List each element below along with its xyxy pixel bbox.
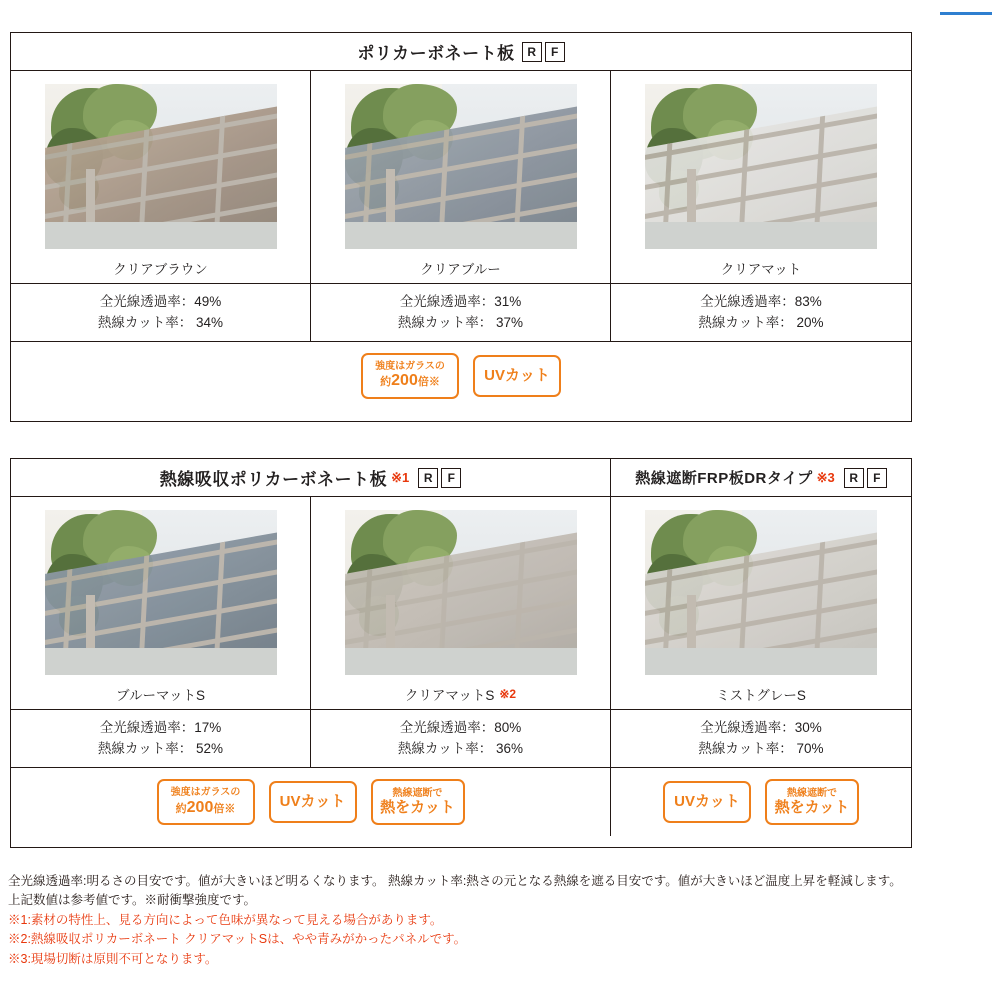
badge-glass-pre: 約 <box>380 376 392 389</box>
caption-clear-blue <box>311 253 610 283</box>
photo-cell-clear-blue <box>311 71 610 253</box>
photo-cell-clear-brown <box>11 71 310 253</box>
footnote-line-1: 全光線透過率:明るさの目安です。値が大きいほど明るくなります。 熱線カット率:熱さの元となる熱線を遮る目安です。値が大きいほど温度上昇を軽減します。 <box>8 874 902 888</box>
photo-cell-clear-matte <box>611 71 911 253</box>
spec-heatcut: 熱線カット率： 36% <box>397 740 524 756</box>
badge-uv-cut <box>663 781 751 823</box>
panel-2-right-badge-group <box>611 768 911 836</box>
badge-glass-number: 200 <box>186 798 214 816</box>
caption-text: クリアブルー <box>420 262 501 277</box>
rf-badge-r: R <box>844 468 864 488</box>
carport-photo-clear-blue <box>345 84 577 249</box>
footnote-line-4: ※2:熱線吸収ポリカーボネート クリアマットSは、やや青みがかったパネルです。 <box>8 932 467 947</box>
badge-glass-strength <box>157 779 255 825</box>
panel-2-header-right <box>611 459 911 496</box>
caption-text: クリアマット <box>720 262 802 277</box>
badge-heat-cut <box>371 779 465 825</box>
spec-mist-gray-s <box>611 709 911 767</box>
rf-badge-r: R <box>418 468 438 488</box>
panel-heat-absorbing <box>10 458 912 848</box>
badge-glass-line1: 強度はガラスの <box>375 360 445 372</box>
spec-transmittance: 全光線透過率：31% <box>399 294 522 310</box>
panel-polycarbonate <box>10 32 912 422</box>
caption-text: ミストグレーS <box>716 688 806 703</box>
caption-mist-gray-s <box>611 679 911 709</box>
photo-cell-blue-matte-s <box>11 497 310 679</box>
badge-uv-cut <box>473 355 561 397</box>
spec-clear-blue <box>311 283 610 341</box>
badge-uv-cut <box>269 781 357 823</box>
panel-1-col-2 <box>311 71 611 341</box>
panel-2-left-badge-group <box>11 768 610 836</box>
panel-2-badge-row <box>11 767 911 836</box>
panel-2-col-1 <box>11 497 311 767</box>
spec-transmittance: 全光線透過率：17% <box>99 720 222 736</box>
rf-badge-f: F <box>867 468 887 488</box>
panel-2-left-rf-badges <box>418 468 461 488</box>
badge-glass-post: 倍※ <box>417 376 440 389</box>
panel-2-right-title: 熱線遮断FRP板DRタイプ <box>635 470 813 487</box>
badge-heat-line1: 熱線遮断で <box>787 787 837 799</box>
footnote-line-2: 上記数値は参考値です。※耐衝撃強度です。 <box>8 893 257 908</box>
badge-heat-line2: 熱をカット <box>380 799 455 817</box>
corner-rule <box>940 12 992 15</box>
badge-uv-label: UVカット <box>674 793 740 811</box>
photo-cell-clear-matte-s <box>311 497 610 679</box>
panel-2-right-note: ※3 <box>816 469 835 485</box>
badge-glass-line2 <box>380 372 440 390</box>
rf-badge-r: R <box>522 42 542 62</box>
panel-2-photo-row <box>11 497 911 767</box>
panel-2-badges-left <box>11 768 611 836</box>
spec-transmittance: 全光線透過率：49% <box>99 294 222 310</box>
panel-2-header <box>11 459 911 497</box>
caption-note: ※2 <box>499 687 517 701</box>
caption-clear-matte <box>611 253 911 283</box>
panel-2-col-3 <box>611 497 911 767</box>
badge-glass-post: 倍※ <box>213 802 236 815</box>
badge-uv-label: UVカット <box>279 793 346 811</box>
panel-2-right-rf-badges <box>844 468 887 488</box>
panel-2-col-2 <box>311 497 611 767</box>
spec-transmittance: 全光線透過率：83% <box>700 294 822 310</box>
spec-clear-brown <box>11 283 310 341</box>
badge-glass-line1: 強度はガラスの <box>170 787 241 799</box>
panel-2-left-title: 熱線吸収ポリカーボネート板 <box>159 470 388 489</box>
panel-2-header-left <box>11 459 611 496</box>
panel-1-header <box>11 33 911 71</box>
carport-photo-blue-matte-s <box>45 510 277 675</box>
spec-transmittance: 全光線透過率：80% <box>399 720 522 736</box>
caption-blue-matte-s <box>11 679 310 709</box>
badge-heat-line1: 熱線遮断で <box>392 787 443 799</box>
badge-heat-line2: 熱をカット <box>774 799 850 817</box>
footnotes <box>8 872 994 969</box>
footnote-line-5: ※3:現場切断は原則不可となります。 <box>8 951 218 966</box>
caption-text: ブルーマットS <box>116 688 205 703</box>
carport-photo-mist-gray-s <box>645 510 877 675</box>
panel-1-badge-row <box>11 341 911 409</box>
panel-2-badges-right <box>611 768 911 836</box>
caption-text: クリアマットS <box>404 688 495 703</box>
badge-uv-label: UVカット <box>484 366 550 384</box>
badge-glass-strength <box>361 353 459 399</box>
caption-text: クリアブラウン <box>113 262 208 277</box>
badge-glass-number: 200 <box>391 372 418 390</box>
carport-photo-clear-matte-s <box>345 510 577 675</box>
carport-photo-clear-matte <box>645 84 877 249</box>
spec-transmittance: 全光線透過率：30% <box>700 720 822 736</box>
caption-clear-brown <box>11 253 310 283</box>
badge-glass-pre: 約 <box>175 802 187 815</box>
spec-heatcut: 熱線カット率： 34% <box>97 314 224 330</box>
panel-1-col-1 <box>11 71 311 341</box>
panel-2-left-note: ※1 <box>391 469 410 485</box>
panel-1-col-3 <box>611 71 911 341</box>
rf-badge-f: F <box>545 42 565 62</box>
carport-photo-clear-brown <box>45 84 277 249</box>
spec-blue-matte-s <box>11 709 310 767</box>
spec-clear-matte <box>611 283 911 341</box>
photo-cell-mist-gray-s <box>611 497 911 679</box>
badge-glass-line2 <box>176 799 236 817</box>
panel-1-photo-row <box>11 71 911 341</box>
spec-clear-matte-s <box>311 709 610 767</box>
rf-badge-f: F <box>441 468 461 488</box>
caption-clear-matte-s <box>311 679 610 709</box>
footnote-line-3: ※1:素材の特性上、見る方向によって色味が異なって見える場合があります。 <box>8 912 443 927</box>
spec-heatcut: 熱線カット率： 52% <box>97 740 224 756</box>
badge-heat-cut <box>765 779 859 825</box>
spec-heatcut: 熱線カット率： 70% <box>698 740 824 756</box>
spec-heatcut: 熱線カット率： 37% <box>397 314 524 330</box>
panel-1-rf-badges <box>522 42 565 62</box>
spec-heatcut: 熱線カット率： 20% <box>698 314 824 330</box>
panel-1-title: ポリカーボネート板 <box>357 44 515 63</box>
